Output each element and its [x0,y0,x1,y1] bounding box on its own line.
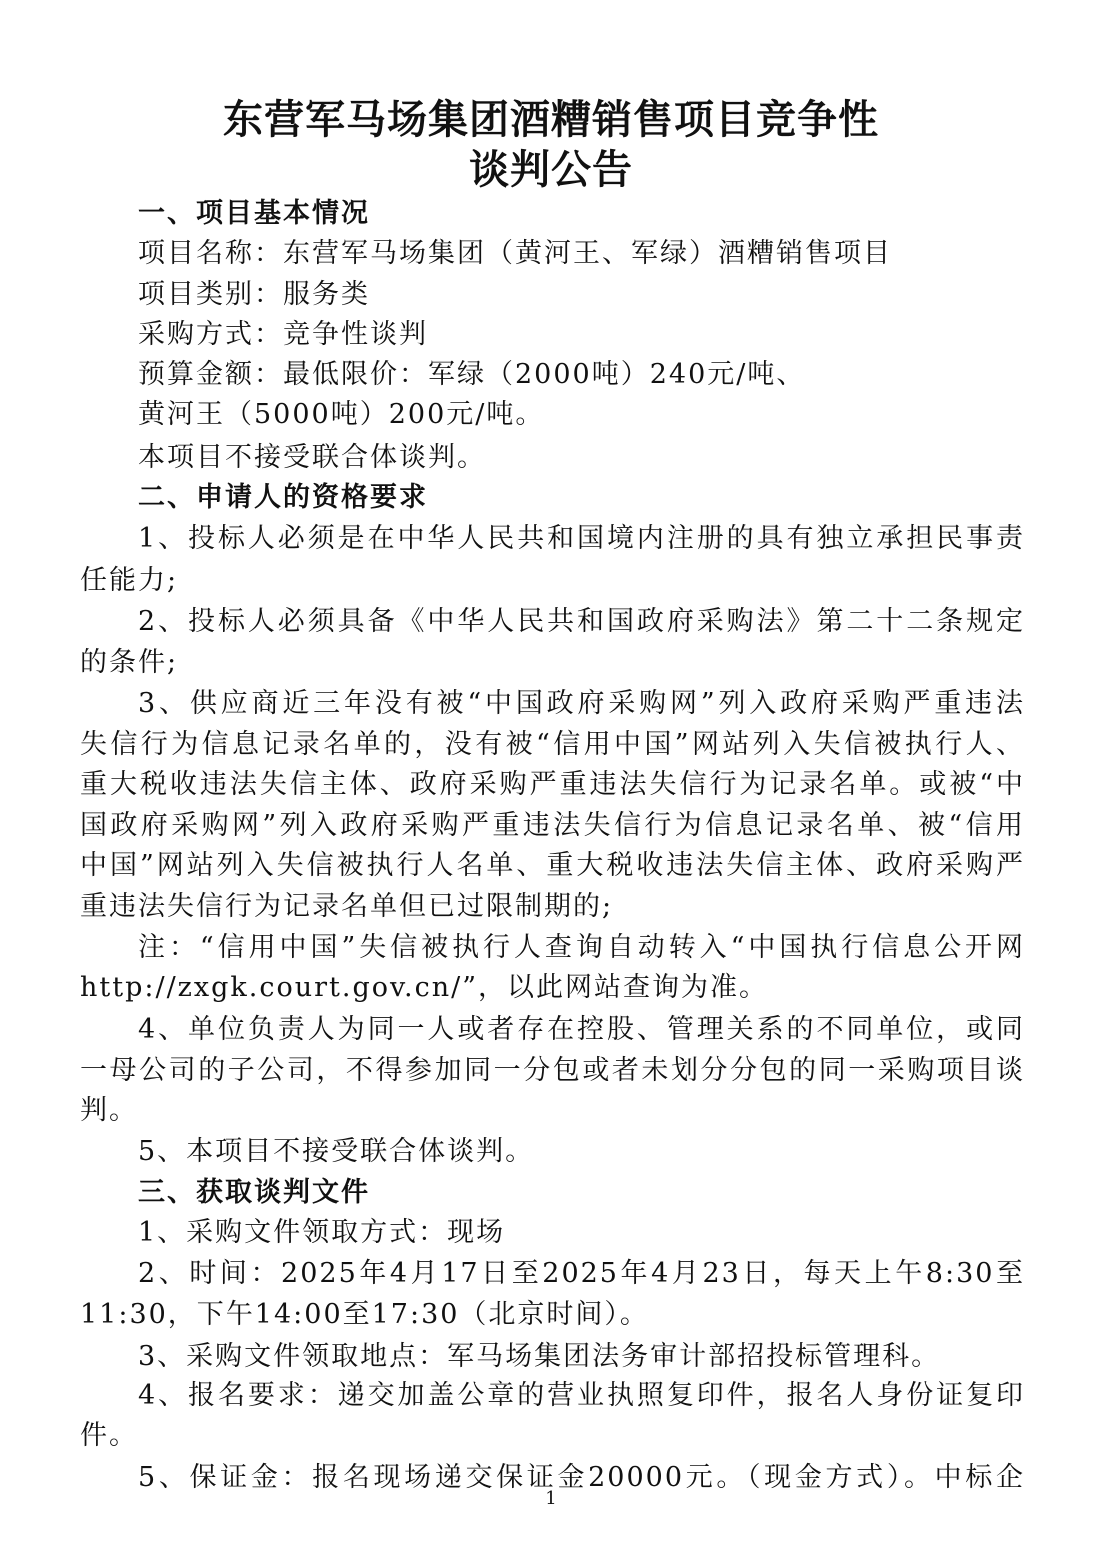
qualification-4-line-3: 判。 [80,1095,138,1126]
qualification-3-line-5: 中国”网站列入失信被执行人名单、重大税收违法失信主体、政府采购严 [80,850,1025,881]
registration-requirement-line-1: 4、报名要求：递交加盖公章的营业执照复印件，报名人身份证复印 [138,1380,1025,1411]
qualification-3-line-1: 3、供应商近三年没有被“中国政府采购网”列入政府采购严重违法 [138,688,1025,719]
note-line-2: http://zxgk.court.gov.cn/”，以此网站查询为准。 [80,972,769,1003]
note-line-1: 注：“信用中国”失信被执行人查询自动转入“中国执行信息公开网 [138,932,1025,963]
no-consortium-note: 本项目不接受联合体谈判。 [138,442,486,473]
project-category: 项目类别：服务类 [138,279,370,310]
qualification-4-line-1: 4、单位负责人为同一人或者存在控股、管理关系的不同单位，或同 [138,1014,1025,1045]
qualification-4-line-2: 一母公司的子公司，不得参加同一分包或者未划分分包的同一采购项目谈 [80,1055,1025,1086]
collection-location: 3、采购文件领取地点：军马场集团法务审计部招投标管理科。 [138,1341,941,1372]
qualification-1-line-2: 任能力; [80,565,179,596]
section1-heading: 一、项目基本情况 [138,198,370,229]
page-number: 1 [545,1488,557,1509]
qualification-1-line-1: 1、投标人必须是在中华人民共和国境内注册的具有独立承担民事责 [138,523,1025,554]
qualification-3-line-3: 重大税收违法失信主体、政府采购严重违法失信行为记录名单。或被“中 [80,769,1025,800]
qualification-5: 5、本项目不接受联合体谈判。 [138,1136,535,1167]
section2-heading: 二、申请人的资格要求 [138,482,428,513]
title-line-2: 谈判公告 [469,147,633,193]
qualification-3-line-6: 重违法失信行为记录名单但已过限制期的; [80,891,614,922]
title-line-1: 东营军马场集团酒糟销售项目竞争性 [223,97,879,143]
project-name: 项目名称：东营军马场集团（黄河王、军绿）酒糟销售项目 [138,238,892,269]
deposit-line: 5、保证金：报名现场递交保证金20000元。（现金方式）。中标企 [138,1462,1025,1493]
budget-line-2: 黄河王（5000吨）200元/吨。 [138,399,545,430]
section3-heading: 三、获取谈判文件 [138,1177,370,1208]
schedule-line-2: 11:30，下午14:00至17:30（北京时间）。 [80,1299,649,1330]
qualification-3-line-4: 国政府采购网”列入政府采购严重违法失信行为信息记录名单、被“信用 [80,810,1025,841]
qualification-2-line-2: 的条件; [80,647,179,678]
schedule-line-1: 2、时间：2025年4月17日至2025年4月23日，每天上午8:30至 [138,1258,1025,1289]
budget-line-1: 预算金额：最低限价：军绿（2000吨）240元/吨、 [138,359,806,390]
qualification-3-line-2: 失信行为信息记录名单的，没有被“信用中国”网站列入失信被执行人、 [80,729,1025,760]
procurement-method: 采购方式：竞争性谈判 [138,319,428,350]
qualification-2-line-1: 2、投标人必须具备《中华人民共和国政府采购法》第二十二条规定 [138,606,1025,637]
registration-requirement-line-2: 件。 [80,1420,138,1451]
document-collection-method: 1、采购文件领取方式：现场 [138,1217,506,1248]
